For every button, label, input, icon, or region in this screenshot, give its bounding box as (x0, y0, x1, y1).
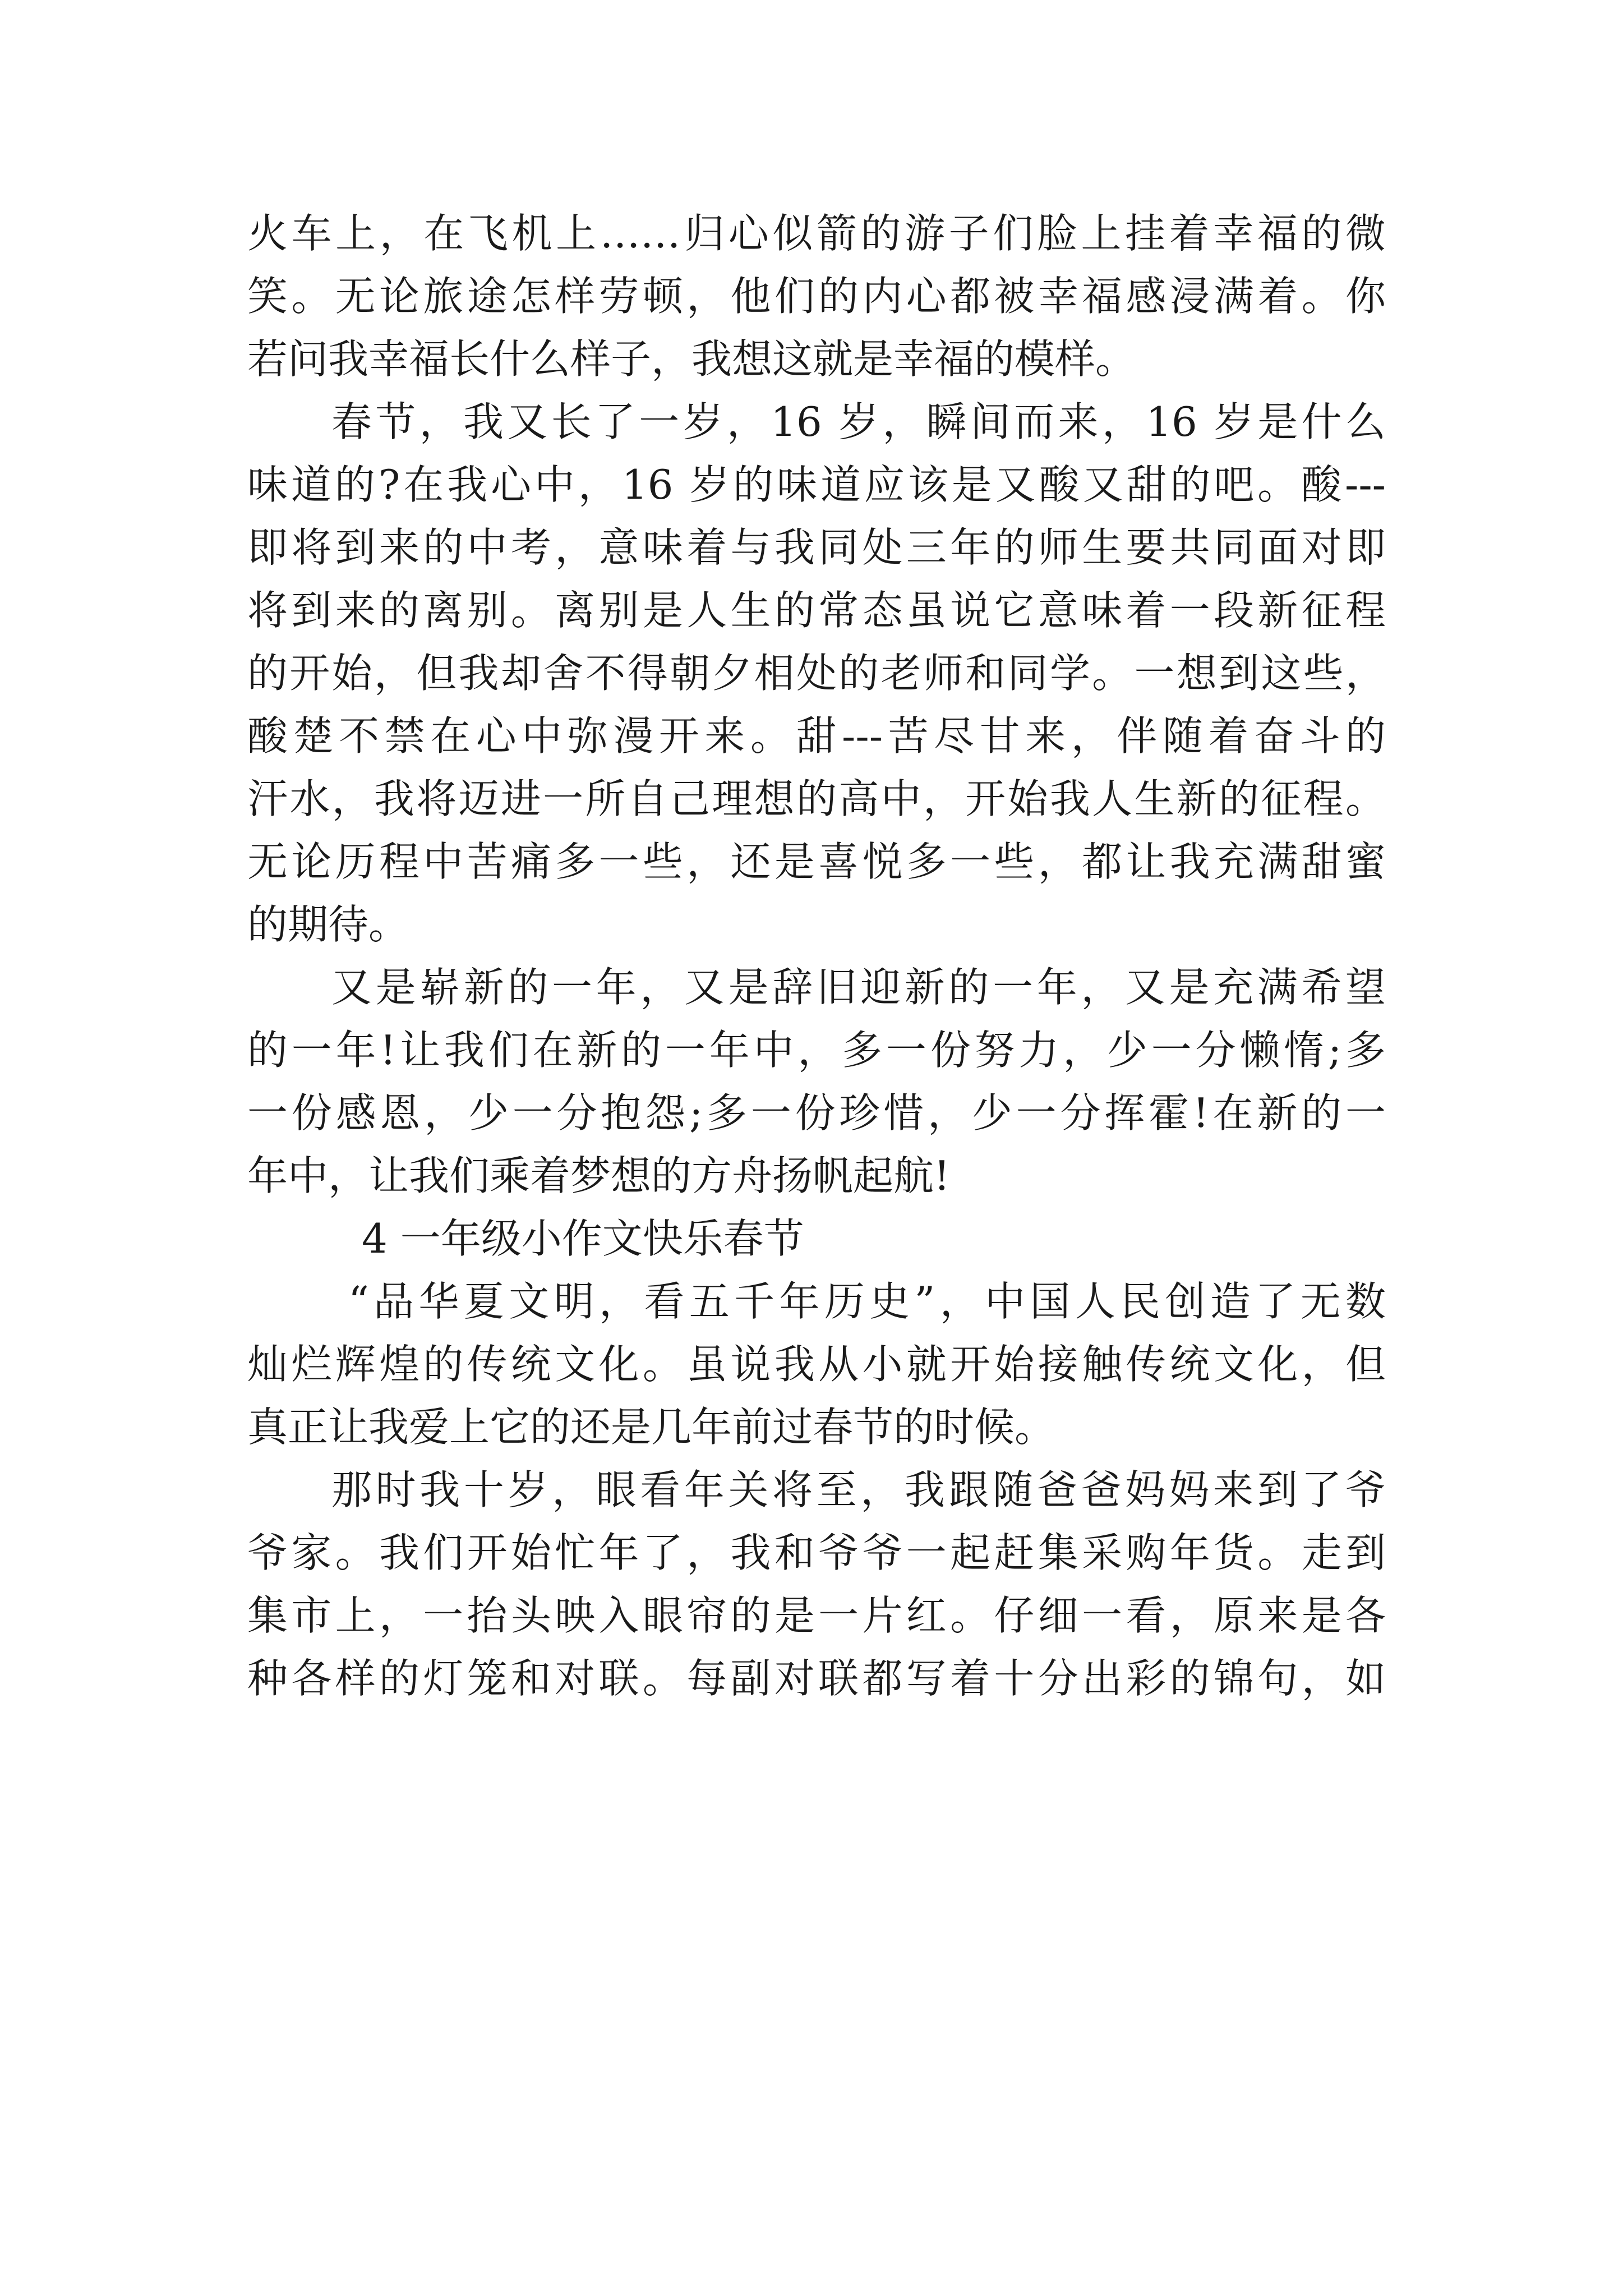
text-line: 年中，让我们乘着梦想的方舟扬帆起航! (247, 1152, 950, 1199)
text-line: 的期待。 (247, 901, 409, 948)
text-line: 春节，我又长了一岁，16 岁，瞬间而来，16 岁是什么 (331, 398, 1386, 445)
text-line: 灿烂辉煌的传统文化。虽说我从小就开始接触传统文化，但 (247, 1341, 1386, 1388)
paragraph-4 (247, 1270, 1386, 1458)
body-text (247, 202, 1386, 1710)
text-line: 无论历程中苦痛多一些，还是喜悦多一些，都让我充满甜蜜 (247, 838, 1386, 885)
text-line: 火车上，在飞机上……归心似箭的游子们脸上挂着幸福的微 (247, 210, 1386, 257)
text-line: 味道的?在我心中，16 岁的味道应该是又酸又甜的吧。酸--- (247, 461, 1386, 508)
text-line: 酸楚不禁在心中弥漫开来。甜---苦尽甘来，伴随着奋斗的 (247, 712, 1386, 760)
text-line: 汗水，我将迈进一所自己理想的高中，开始我人生新的征程。 (247, 775, 1386, 822)
text-line: 又是崭新的一年，又是辞旧迎新的一年，又是充满希望 (331, 964, 1386, 1011)
text-line: 集市上，一抬头映入眼帘的是一片红。仔细一看，原来是各 (247, 1592, 1386, 1639)
text-line: 的开始，但我却舍不得朝夕相处的老师和同学。一想到这些， (247, 650, 1386, 697)
text-line: 若问我幸福长什么样子，我想这就是幸福的模样。 (247, 335, 1136, 383)
paragraph-1 (247, 202, 1386, 390)
text-line: 将到来的离别。离别是人生的常态虽说它意味着一段新征程 (247, 587, 1386, 634)
text-line: 那时我十岁，眼看年关将至，我跟随爸爸妈妈来到了爷 (331, 1466, 1386, 1513)
text-line: 种各样的灯笼和对联。每副对联都写着十分出彩的锦句，如 (247, 1655, 1386, 1702)
section-heading (247, 1207, 1386, 1270)
text-line: 即将到来的中考，意味着与我同处三年的师生要共同面对即 (247, 524, 1386, 571)
text-line: 的一年!让我们在新的一年中，多一份努力，少一分懒惰;多 (247, 1027, 1386, 1074)
paragraph-2 (247, 390, 1386, 956)
text-line: 一份感恩，少一分抱怨;多一份珍惜，少一分挥霍!在新的一 (247, 1089, 1386, 1137)
text-line: 爷家。我们开始忙年了，我和爷爷一起赶集采购年货。走到 (247, 1529, 1386, 1576)
paragraph-3 (247, 956, 1386, 1207)
paragraph-5 (247, 1458, 1386, 1710)
text-line: 真正让我爱上它的还是几年前过春节的时候。 (247, 1404, 1055, 1451)
text-line: 笑。无论旅途怎样劳顿，他们的内心都被幸福感浸满着。你 (247, 273, 1386, 320)
section-title: 4 一年级小作文快乐春节 (362, 1215, 804, 1262)
text-line: “品华夏文明，看五千年历史”，中国人民创造了无数 (348, 1278, 1386, 1325)
